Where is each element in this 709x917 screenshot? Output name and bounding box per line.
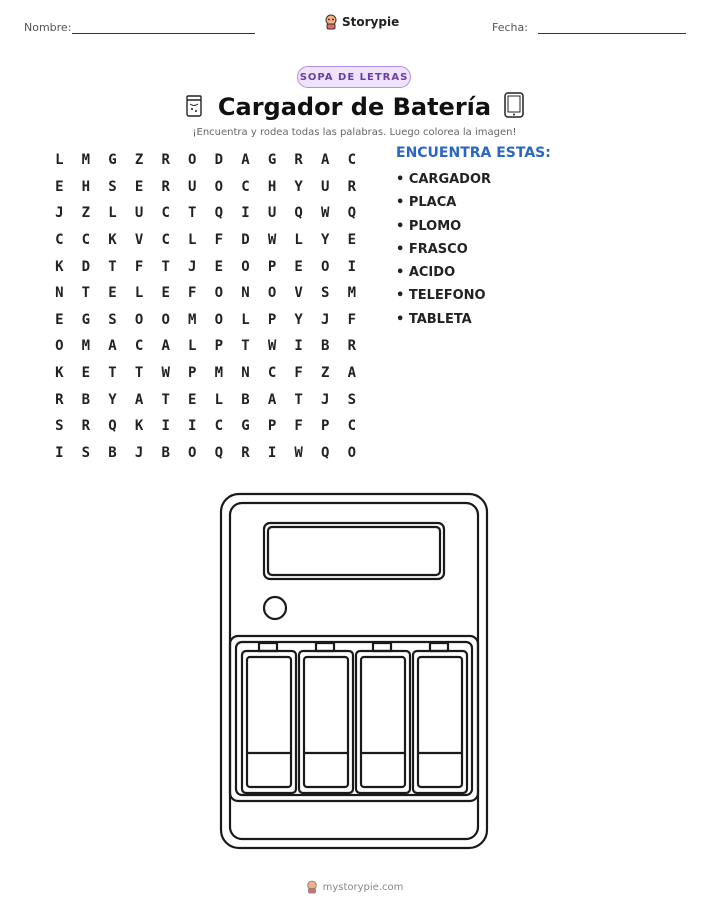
grid-row [46,440,365,467]
battery-slot [356,643,410,793]
grid-letter[interactable]: N [55,285,64,302]
battery-slot [413,643,467,793]
grid-letter[interactable]: L [55,152,64,169]
word-list-item: • CARGADOR [396,172,492,187]
grid-letter[interactable]: J [321,391,330,408]
grid-letter[interactable]: O [161,311,170,328]
grid-letter[interactable]: P [267,418,277,435]
grid-letter[interactable]: S [81,444,91,461]
word-list-item: • FRASCO [396,241,468,257]
grid-letter[interactable]: K [134,418,144,435]
puzzle-type-badge: SOPA DE LETRAS [297,66,411,88]
grid-letter[interactable]: B [161,444,170,461]
grid-letter[interactable]: A [241,152,250,169]
grid-letter[interactable]: W [267,232,277,249]
grid-letter[interactable]: L [134,285,144,302]
grid-letter[interactable]: T [108,365,117,382]
charger-display [264,523,444,579]
grid-letter[interactable]: L [188,232,197,249]
grid-letter[interactable]: O [55,338,64,355]
grid-letter[interactable]: R [161,178,170,195]
grid-letter[interactable]: T [161,391,170,408]
grid-letter[interactable]: O [188,152,197,169]
grid-letter[interactable]: P [321,418,330,435]
grid-letter[interactable]: F [188,285,197,302]
word-list-item: • PLACA [396,195,457,211]
grid-letter[interactable]: E [214,258,224,275]
grid-letter[interactable]: E [81,365,91,382]
word-list [396,170,491,333]
grid-letter[interactable]: D [81,258,91,275]
grid-letter[interactable]: C [81,232,91,249]
grid-row [46,253,365,280]
grid-letter[interactable]: V [134,232,144,249]
grid-letter[interactable]: C [267,365,277,382]
grid-row [46,200,365,227]
grid-letter[interactable]: M [214,365,224,382]
grid-letter[interactable]: S [108,311,117,328]
grid-row [46,413,365,440]
grid-letter[interactable]: E [188,391,197,408]
grid-letter[interactable]: D [214,152,224,169]
grid-row [46,307,365,334]
grid-letter[interactable]: Y [108,391,117,408]
charger-button [264,597,286,619]
grid-letter[interactable]: R [347,338,357,355]
grid-letter[interactable]: J [188,258,197,275]
word-list-item: • ACIDO [396,265,456,281]
grid-letter[interactable]: Z [81,205,91,222]
grid-letter[interactable]: M [81,152,91,169]
battery-slot [242,643,296,793]
grid-letter[interactable]: Y [294,311,303,328]
grid-row [46,147,365,174]
grid-letter[interactable]: U [134,205,144,222]
grid-letter[interactable]: Q [214,205,224,222]
grid-letter[interactable]: L [294,232,303,249]
grid-letter[interactable]: B [241,391,250,408]
grid-letter[interactable]: R [347,178,357,195]
date-line[interactable] [538,33,686,34]
grid-letter[interactable]: P [214,338,224,355]
word-list-item: • TELEFONO [396,288,486,304]
grid-letter[interactable]: R [161,152,170,169]
grid-letter[interactable]: C [161,205,170,222]
grid-letter[interactable]: T [134,365,144,382]
title-text: Cargador de Batería [217,93,492,121]
grid-letter[interactable]: E [55,311,64,328]
grid-letter[interactable]: J [134,444,144,461]
grid-letter[interactable]: Z [134,152,144,169]
grid-row [46,360,365,387]
grid-letter[interactable]: S [321,285,330,302]
grid-letter[interactable]: R [55,391,64,408]
grid-letter[interactable]: L [214,391,224,408]
grid-letter[interactable]: Z [321,365,330,382]
grid-letter[interactable]: S [108,178,117,195]
grid-row [46,227,365,254]
grid-letter[interactable]: I [267,444,277,461]
grid-letter[interactable]: F [134,258,144,275]
grid-letter[interactable]: U [267,205,277,222]
grid-letter[interactable]: H [81,178,91,195]
grid-letter[interactable]: I [55,444,64,461]
grid-letter[interactable]: A [108,338,117,355]
grid-letter[interactable]: F [294,365,303,382]
grid-row [46,280,365,307]
battery-slot [299,643,353,793]
grid-letter[interactable]: T [294,391,303,408]
grid-letter[interactable]: A [267,391,277,408]
grid-row [46,174,365,201]
word-list-title: ENCUENTRA ESTAS: [396,145,551,161]
grid-letter[interactable]: B [108,444,117,461]
grid-letter[interactable]: C [55,232,64,249]
grid-letter[interactable]: Y [294,178,303,195]
grid-letter[interactable]: E [347,232,357,249]
footer [0,880,709,894]
grid-letter[interactable]: D [241,232,250,249]
grid-letter[interactable]: Q [294,205,303,222]
grid-letter[interactable]: A [161,338,170,355]
grid-letter[interactable]: G [108,152,117,169]
grid-letter[interactable]: C [241,178,250,195]
grid-letter[interactable]: V [294,285,303,302]
grid-letter[interactable]: O [241,258,250,275]
grid-letter[interactable]: W [294,444,303,461]
grid-letter[interactable]: C [347,152,357,169]
brand-name: Storypie [342,15,400,29]
grid-row [46,333,365,360]
grid-letter[interactable]: T [161,258,170,275]
grid-letter[interactable]: L [241,311,250,328]
grid-letter[interactable]: W [267,338,277,355]
grid-letter[interactable]: W [321,205,330,222]
word-list-item: • PLOMO [396,218,462,234]
grid-letter[interactable]: F [214,232,224,249]
word-list-item: • TABLETA [396,311,472,327]
grid-letter[interactable]: O [214,285,224,302]
storypie-mascot-icon [324,14,338,30]
word-search-grid [46,147,365,466]
grid-letter[interactable]: O [267,285,277,302]
grid-letter[interactable]: P [267,311,277,328]
grid-letter[interactable]: J [321,311,330,328]
grid-letter[interactable]: U [188,178,197,195]
grid-letter[interactable]: M [81,338,91,355]
grid-letter[interactable]: B [321,338,330,355]
grid-letter[interactable]: E [294,258,303,275]
grid-letter[interactable]: F [294,418,303,435]
grid-letter[interactable]: I [241,205,250,222]
grid-letter[interactable]: O [347,444,357,461]
grid-letter[interactable]: R [241,444,250,461]
storypie-mascot-icon [306,880,318,894]
charger-display-inner [268,527,440,575]
tablet-icon [503,91,525,119]
grid-letter[interactable]: P [188,365,197,382]
grid-letter[interactable]: T [108,258,117,275]
grid-letter[interactable]: Y [321,232,330,249]
grid-letter[interactable]: J [55,205,64,222]
grid-letter[interactable]: K [55,365,64,382]
battery-charger-illustration [218,491,490,851]
grid-letter[interactable]: S [55,418,64,435]
grid-letter[interactable]: W [161,365,170,382]
grid-letter[interactable]: G [241,418,250,435]
grid-letter[interactable]: L [108,205,117,222]
grid-letter[interactable]: M [188,311,197,328]
grid-letter[interactable]: O [214,311,224,328]
grid-letter[interactable]: A [347,365,357,382]
grid-letter[interactable]: T [241,338,250,355]
grid-letter[interactable]: C [347,418,357,435]
grid-letter[interactable]: K [108,232,117,249]
grid-letter[interactable]: I [161,418,170,435]
grid-letter[interactable]: Q [321,444,330,461]
grid-letter[interactable]: N [241,285,250,302]
grid-letter[interactable]: Q [108,418,117,435]
grid-letter[interactable]: E [134,178,144,195]
grid-letter[interactable]: A [321,152,330,169]
page-title [0,91,709,121]
grid-letter[interactable]: G [267,152,277,169]
grid-letter[interactable]: O [134,311,144,328]
grid-letter[interactable]: C [134,338,144,355]
grid-letter[interactable]: A [134,391,144,408]
date-label: Fecha: [492,21,528,34]
footer-url[interactable]: mystorypie.com [322,881,404,893]
jar-icon [184,94,204,118]
grid-letter[interactable]: K [55,258,64,275]
grid-letter[interactable]: E [161,285,170,302]
grid-letter[interactable]: S [347,391,357,408]
grid-letter[interactable]: M [347,285,357,302]
grid-letter[interactable]: U [321,178,330,195]
grid-letter[interactable]: R [294,152,303,169]
grid-letter[interactable]: E [108,285,117,302]
grid-letter[interactable]: O [214,178,224,195]
grid-letter[interactable]: T [81,285,91,302]
name-label: Nombre: [24,21,72,34]
grid-letter[interactable]: Q [214,444,224,461]
grid-letter[interactable]: Q [347,205,357,222]
grid-letter[interactable]: R [81,418,91,435]
grid-letter[interactable]: O [321,258,330,275]
grid-letter[interactable]: G [81,311,91,328]
name-line[interactable] [72,33,255,34]
grid-letter[interactable]: T [188,205,197,222]
instructions: ¡Encuentra y rodea todas las palabras. Luego colorea la imagen! [192,127,517,138]
grid-letter[interactable]: B [81,391,91,408]
grid-letter[interactable]: I [188,418,197,435]
grid-letter[interactable]: I [347,258,357,275]
grid-letter[interactable]: L [188,338,197,355]
grid-letter[interactable]: N [241,365,250,382]
grid-letter[interactable]: O [188,444,197,461]
grid-letter[interactable]: F [347,311,357,328]
grid-letter[interactable]: H [267,178,277,195]
grid-letter[interactable]: C [214,418,224,435]
grid-row [46,386,365,413]
grid-letter[interactable]: P [267,258,277,275]
grid-letter[interactable]: C [161,232,170,249]
grid-letter[interactable]: E [55,178,64,195]
brand-logo [324,14,399,30]
grid-letter[interactable]: I [294,338,303,355]
